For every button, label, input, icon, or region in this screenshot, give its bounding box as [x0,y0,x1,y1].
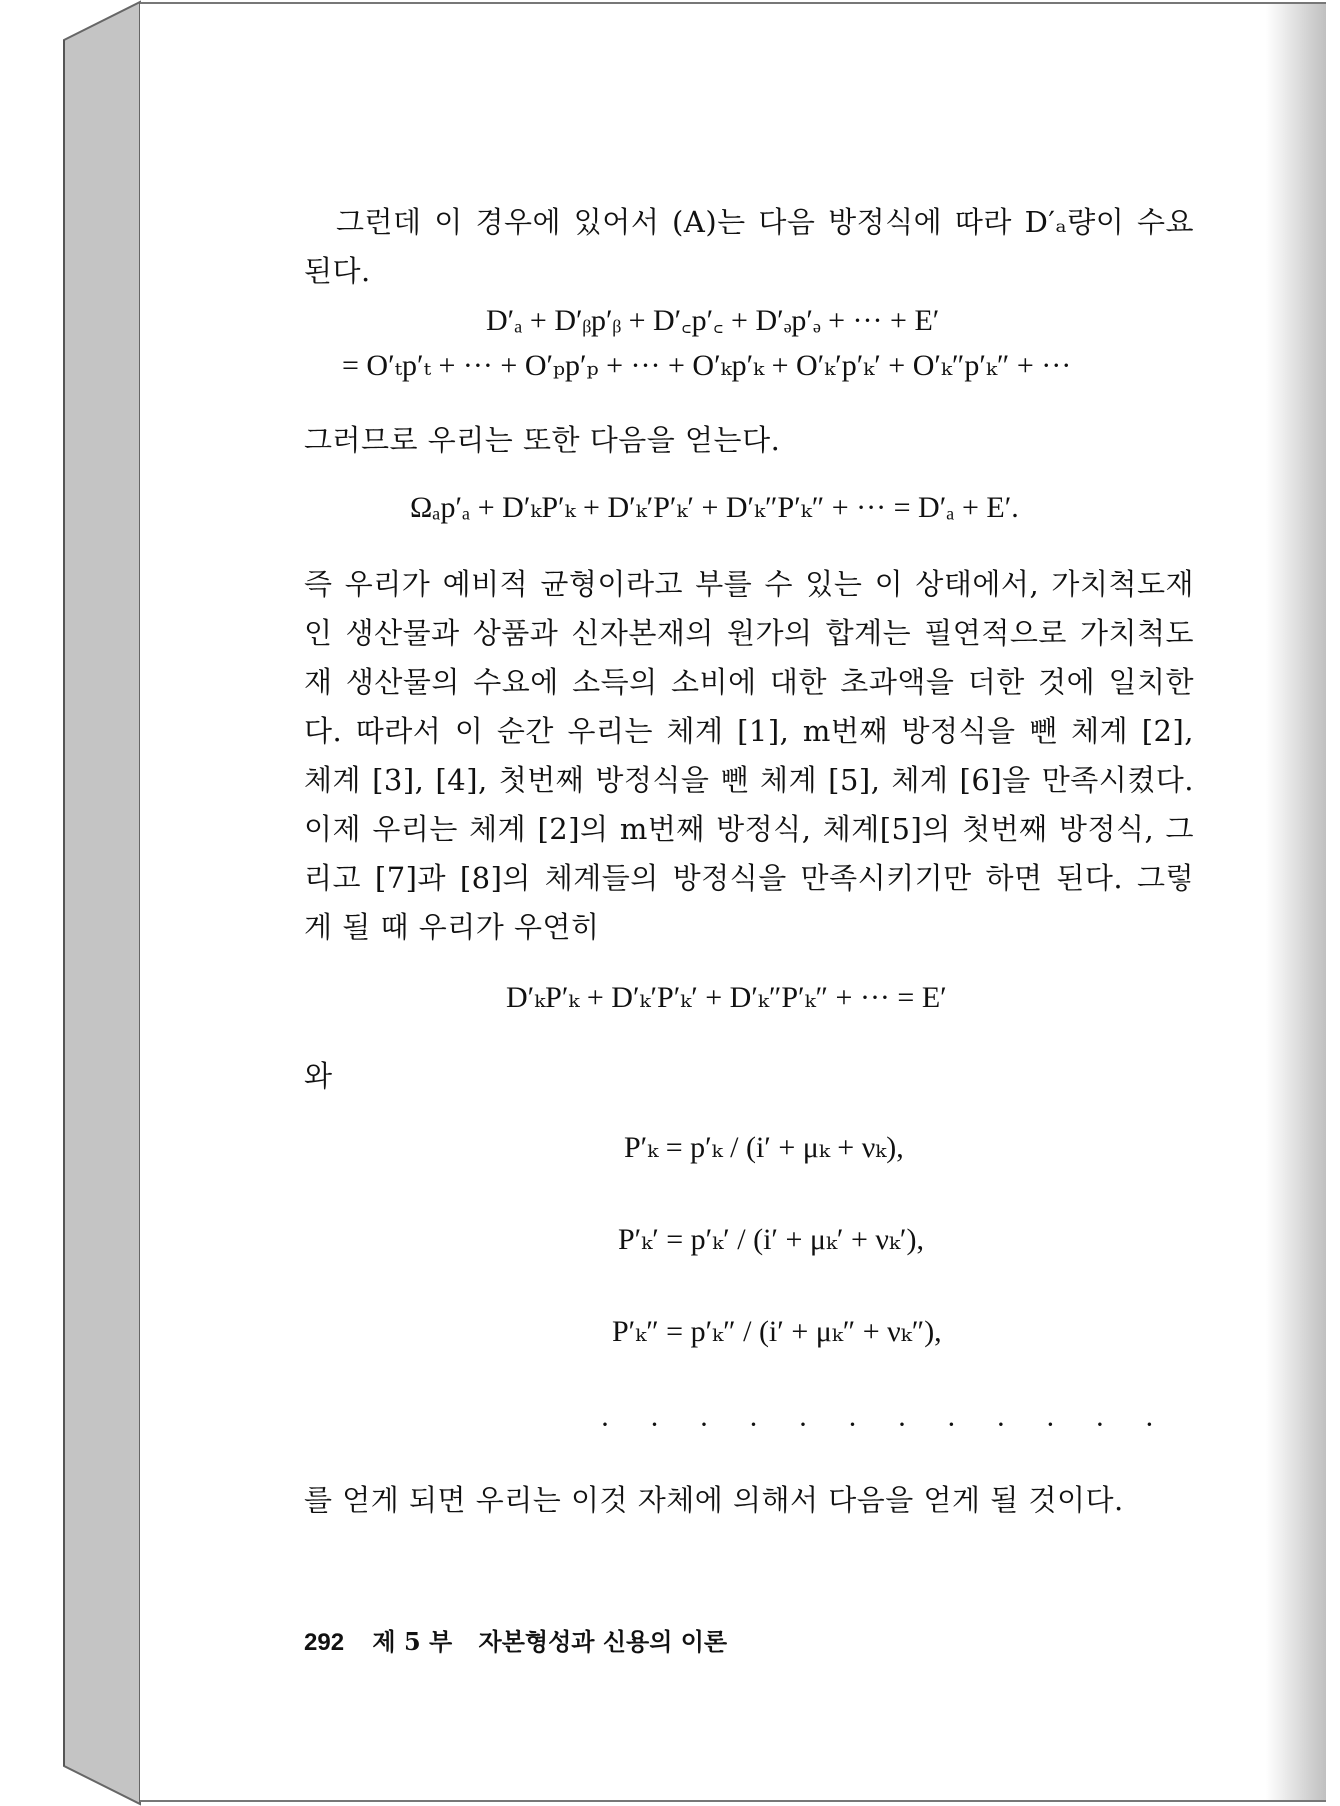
part-label: 제 5 부 [372,1627,453,1656]
paragraph-3-line-6: 이제 우리는 체계 [2]의 m번째 방정식, 체계[5]의 첫번째 방정식, 그 [304,812,1194,846]
paragraph-3-line-5: 체계 [3], [4], 첫번째 방정식을 뺀 체계 [5], 체계 [6]을 만족시켰다. [304,763,1194,797]
chapter-title: 자본형성과 신용의 이론 [478,1627,728,1656]
page-number: 292 [304,1629,345,1656]
fraction-equation-2: P′ₖ′ = p′ₖ′ / (i′ + μₖ′ + νₖ′), [618,1223,924,1256]
page-edge-shadow [1266,4,1326,1800]
paragraph-4 [304,1052,1194,1101]
paragraph-3-line-3: 재 생산물의 수요에 소득의 소비에 대한 초과액을 더한 것에 일치한 [304,665,1194,699]
paragraph-4-line: 와 [304,1059,333,1093]
paragraph-3-line-4: 다. 따라서 이 순간 우리는 체계 [1], m번째 방정식을 뺀 체계 [2], [304,714,1194,748]
paragraph-3-line-7: 리고 [7]과 [8]의 체계들의 방정식을 만족시키기만 하면 된다. 그렇 [304,861,1194,895]
paragraph-2 [304,416,1194,465]
paragraph-1-line-1: 그런데 이 경우에 있어서 (A)는 다음 방정식에 따라 D′ₐ량이 수요 [336,205,1194,239]
paragraph-1 [304,198,1194,296]
paragraph-5-line: 를 얻게 되면 우리는 이것 자체에 의해서 다음을 얻게 될 것이다. [304,1483,1124,1517]
fraction-equation-3: P′ₖ″ = p′ₖ″ / (i′ + μₖ″ + νₖ″), [612,1315,942,1348]
paragraph-3-line-2: 인 생산물과 상품과 신자본재의 원가의 합계는 필연적으로 가치척도 [304,616,1194,650]
equation-2: Ωₐp′ₐ + D′ₖP′ₖ + D′ₖ′P′ₖ′ + D′ₖ″P′ₖ″ + ··· = D′ₐ + E′. [410,491,1019,524]
page-footer [304,1622,727,1657]
paragraph-1-line-2: 된다. [304,254,371,288]
equation-1a: D′ₐ + D′ᵦp′ᵦ + D′꜀p′꜀ + D′ₔp′ₔ + ··· + E′ [486,304,940,337]
paragraph-2-line: 그러므로 우리는 또한 다음을 얻는다. [304,423,781,457]
paragraph-5 [304,1476,1194,1525]
paragraph-3-line-1: 즉 우리가 예비적 균형이라고 부를 수 있는 이 상태에서, 가치척도재 [304,567,1194,601]
equation-3: D′ₖP′ₖ + D′ₖ′P′ₖ′ + D′ₖ″P′ₖ″ + ··· = E′ [506,981,947,1014]
equation-1b: = O′ₜp′ₜ + ··· + O′ₚp′ₚ + ··· + O′ₖp′ₖ + O′ₖ′p′ₖ′ + O′ₖ″p′ₖ″ + ··· [342,349,1072,382]
paragraph-3 [304,560,1194,952]
paragraph-3-line-8: 게 될 때 우리가 우연히 [304,910,600,944]
continuation-dots: · · · · · · · · · · · · [600,1408,1171,1441]
fraction-equation-1: P′ₖ = p′ₖ / (i′ + μₖ + νₖ), [624,1131,904,1164]
